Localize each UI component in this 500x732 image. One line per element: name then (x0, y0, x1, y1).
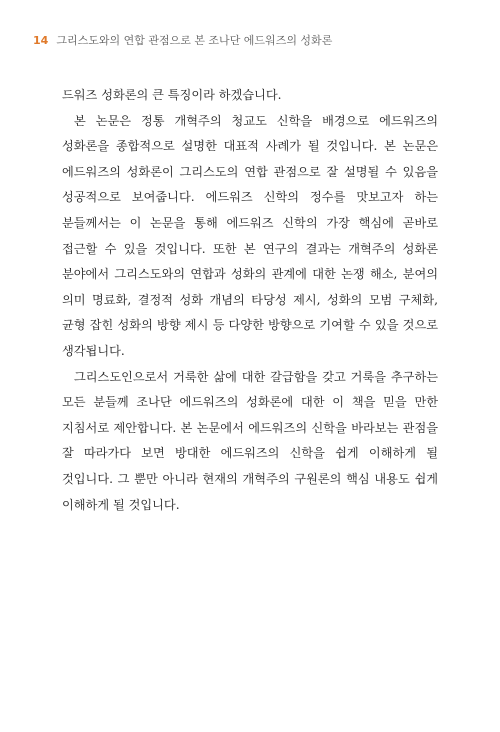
paragraph-continuation: 드워즈 성화론의 큰 특징이라 하겠습니다. (62, 88, 282, 102)
paragraph: 본 논문은 정통 개혁주의 청교도 신학을 배경으로 에드워즈의 성화론을 종합적으로 설명한 대표적 사례가 될 것입니다. 본 논문은 에드워즈의 성화론이 그리스도의 연합 관점으로 잘 설명될 수 있음을 성공적으로 보여줍니다. 에드워즈 신학의 정수를 맛보고자 하는 분들께서는 이 논문을 통해 에드워즈 신학의 가장 핵심에 곧바로 접근할 수 있을 것입니다. 또한 본 연구의 결과는 개혁주의 성화론 분야에서 그리스도와의 연합과 성화의 관계에 대한 논쟁 해소, 분여의 의미 명료화, 결정적 성화 개념의 타당성 제시, 성화의 모범 구체화, 균형 잡힌 성화의 방향 제시 등 다양한 방향으로 기여할 수 있을 것으로 생각됩니다. (62, 113, 438, 358)
paragraph: 그리스도인으로서 거룩한 삶에 대한 갈급함을 갖고 거룩을 추구하는 모든 분들께 조나단 에드워즈의 성화론에 대한 이 책을 믿을 만한 지침서로 제안합니다. 본 논문에서 에드워즈의 신학을 바라보는 관점을 잘 따라가다 보면 방대한 에드워즈의 신학을 쉽게 이해하게 될 것입니다. 그 뿐만 아니라 현재의 개혁주의 구원론의 핵심 내용도 쉽게 이해하게 될 것입니다. (62, 369, 438, 512)
running-title: 그리스도와의 연합 관점으로 본 조나단 에드워즈의 성화론 (56, 34, 333, 47)
page-number: 14 (33, 34, 49, 47)
running-header (33, 34, 332, 48)
body-text (62, 83, 438, 518)
